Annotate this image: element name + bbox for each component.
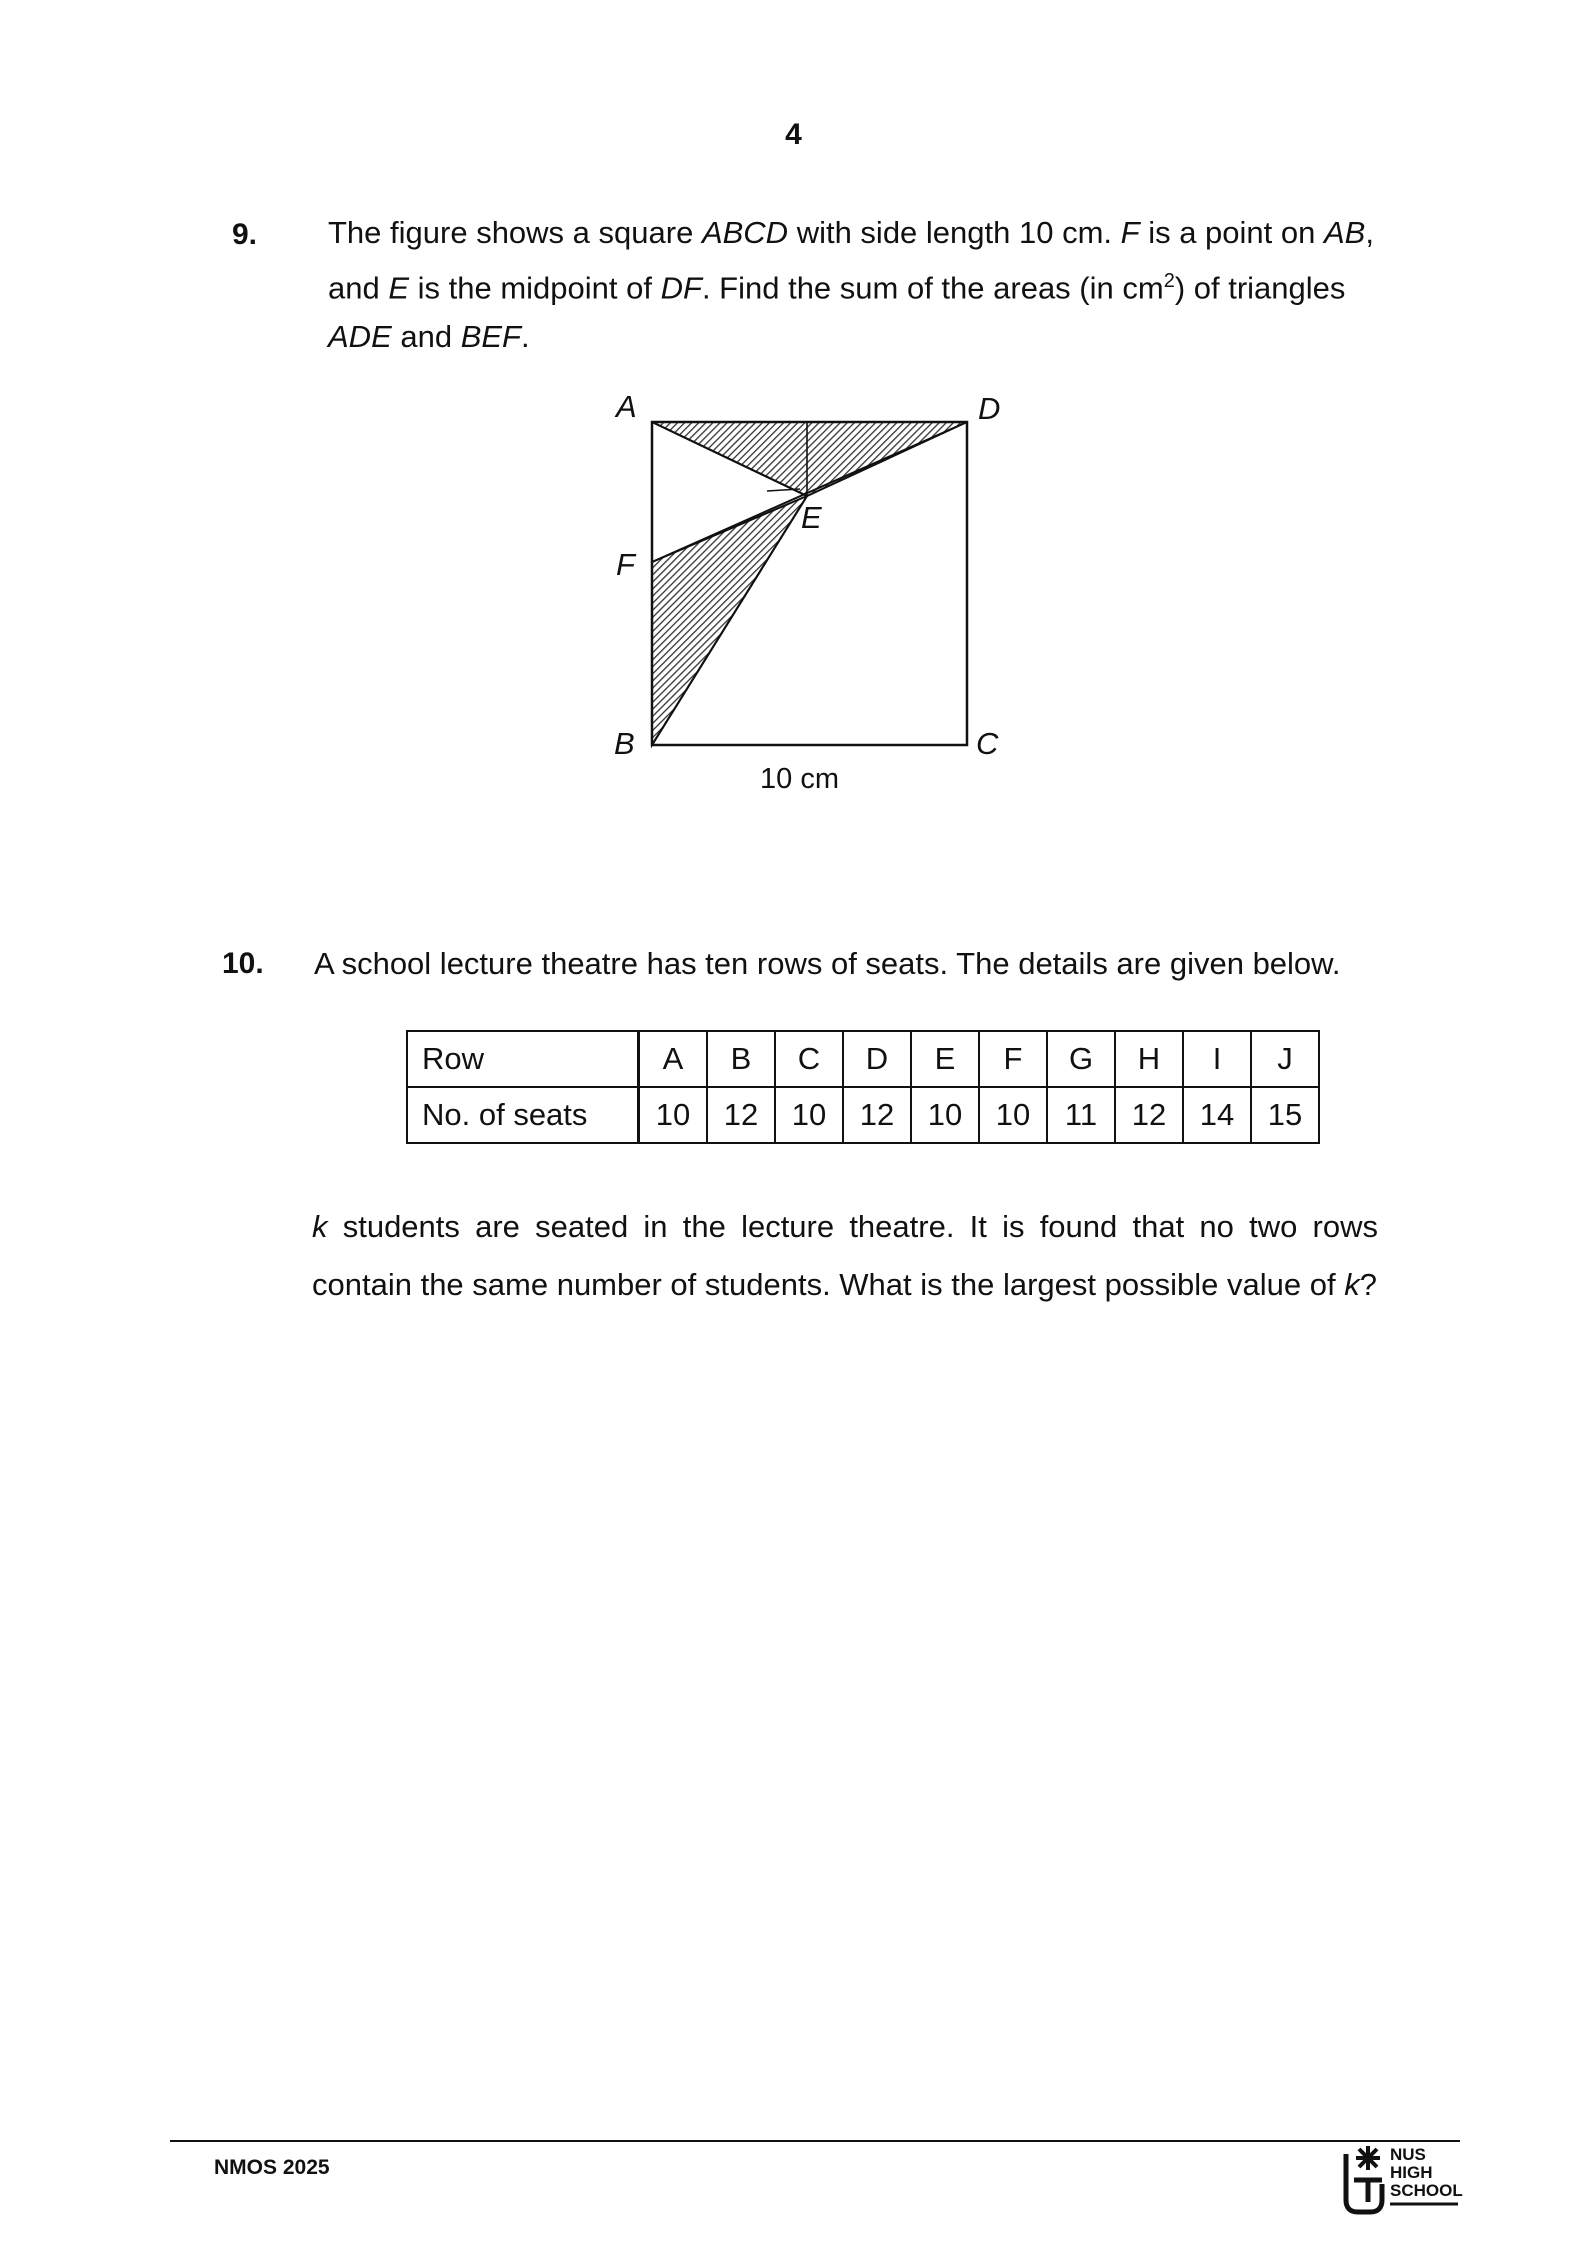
question-9-text — [328, 208, 1408, 361]
label-b: B — [614, 726, 635, 761]
q9-segment-ab: AB — [1323, 215, 1366, 250]
q9-text-part: The figure shows a square — [328, 215, 702, 250]
q9-text-part: , — [1365, 215, 1374, 250]
q9-square-name: ABCD — [701, 215, 789, 250]
question-10-body — [312, 1198, 1378, 1314]
seat-count: 12 — [707, 1087, 775, 1143]
triangle-ade — [652, 422, 967, 496]
variable-k: k — [312, 1209, 328, 1244]
row-header: Row — [407, 1031, 639, 1087]
label-d: D — [978, 391, 1001, 426]
row-label: F — [979, 1031, 1047, 1087]
seat-count: 11 — [1047, 1087, 1115, 1143]
seats-table — [406, 1030, 1320, 1144]
label-f: F — [616, 547, 635, 582]
label-c: C — [976, 726, 999, 761]
q10-body-text: students are seated in the lecture theatre. It is found that no two rows contain the same number of students. What is the largest possible value of — [312, 1209, 1378, 1302]
question-10-intro: A school lecture theatre has ten rows of seats. The details are given below. — [314, 946, 1341, 981]
row-label: E — [911, 1031, 979, 1087]
row-label: C — [775, 1031, 843, 1087]
seat-count: 10 — [639, 1087, 708, 1143]
side-length-label: 10 cm — [760, 763, 839, 795]
seat-count: 10 — [775, 1087, 843, 1143]
logo-line: NUS — [1390, 2145, 1426, 2164]
question-10-number: 10. — [222, 947, 264, 980]
row-label: J — [1251, 1031, 1319, 1087]
q9-text-part: and — [391, 319, 461, 355]
q9-text-part: is a point on — [1139, 215, 1324, 250]
seat-count: 12 — [1115, 1087, 1183, 1143]
footer-rule — [170, 2140, 1460, 2142]
seats-header: No. of seats — [407, 1087, 639, 1143]
table-row — [407, 1087, 1319, 1143]
row-label: I — [1183, 1031, 1251, 1087]
variable-k: k — [1344, 1267, 1360, 1302]
q9-text-part: is the midpoint of — [409, 270, 661, 306]
q9-text-part: and — [328, 270, 389, 306]
q9-triangle-bef: BEF — [460, 319, 521, 355]
row-label: G — [1047, 1031, 1115, 1087]
q9-superscript: 2 — [1163, 270, 1175, 292]
seat-count: 10 — [979, 1087, 1047, 1143]
question-9-number: 9. — [232, 218, 258, 251]
footer-label: NMOS 2025 — [214, 2156, 330, 2179]
seat-count: 14 — [1183, 1087, 1251, 1143]
q9-text-part: ) of triangles — [1174, 270, 1346, 306]
q9-segment-df: DF — [660, 270, 702, 306]
q9-triangle-ade: ADE — [328, 319, 392, 355]
q9-point-e: E — [388, 270, 410, 306]
q9-point-f: F — [1120, 215, 1140, 250]
row-label: B — [707, 1031, 775, 1087]
row-label: H — [1115, 1031, 1183, 1087]
row-label: D — [843, 1031, 911, 1087]
label-e: E — [801, 500, 822, 535]
table-row — [407, 1031, 1319, 1087]
q9-text-part: . Find the sum of the areas (in cm — [701, 270, 1164, 306]
school-logo — [1340, 2140, 1480, 2220]
seat-count: 10 — [911, 1087, 979, 1143]
row-label: A — [639, 1031, 708, 1087]
seat-count: 12 — [843, 1087, 911, 1143]
seat-count: 15 — [1251, 1087, 1319, 1143]
q9-text-part: with side length 10 cm. — [788, 215, 1121, 250]
square-figure — [580, 385, 1020, 805]
q9-text-part: . — [521, 319, 530, 355]
logo-line: HIGH — [1390, 2163, 1433, 2182]
logo-line: SCHOOL — [1390, 2181, 1463, 2200]
label-a: A — [616, 389, 637, 424]
page-number: 4 — [785, 118, 802, 151]
q10-body-end: ? — [1359, 1267, 1377, 1302]
